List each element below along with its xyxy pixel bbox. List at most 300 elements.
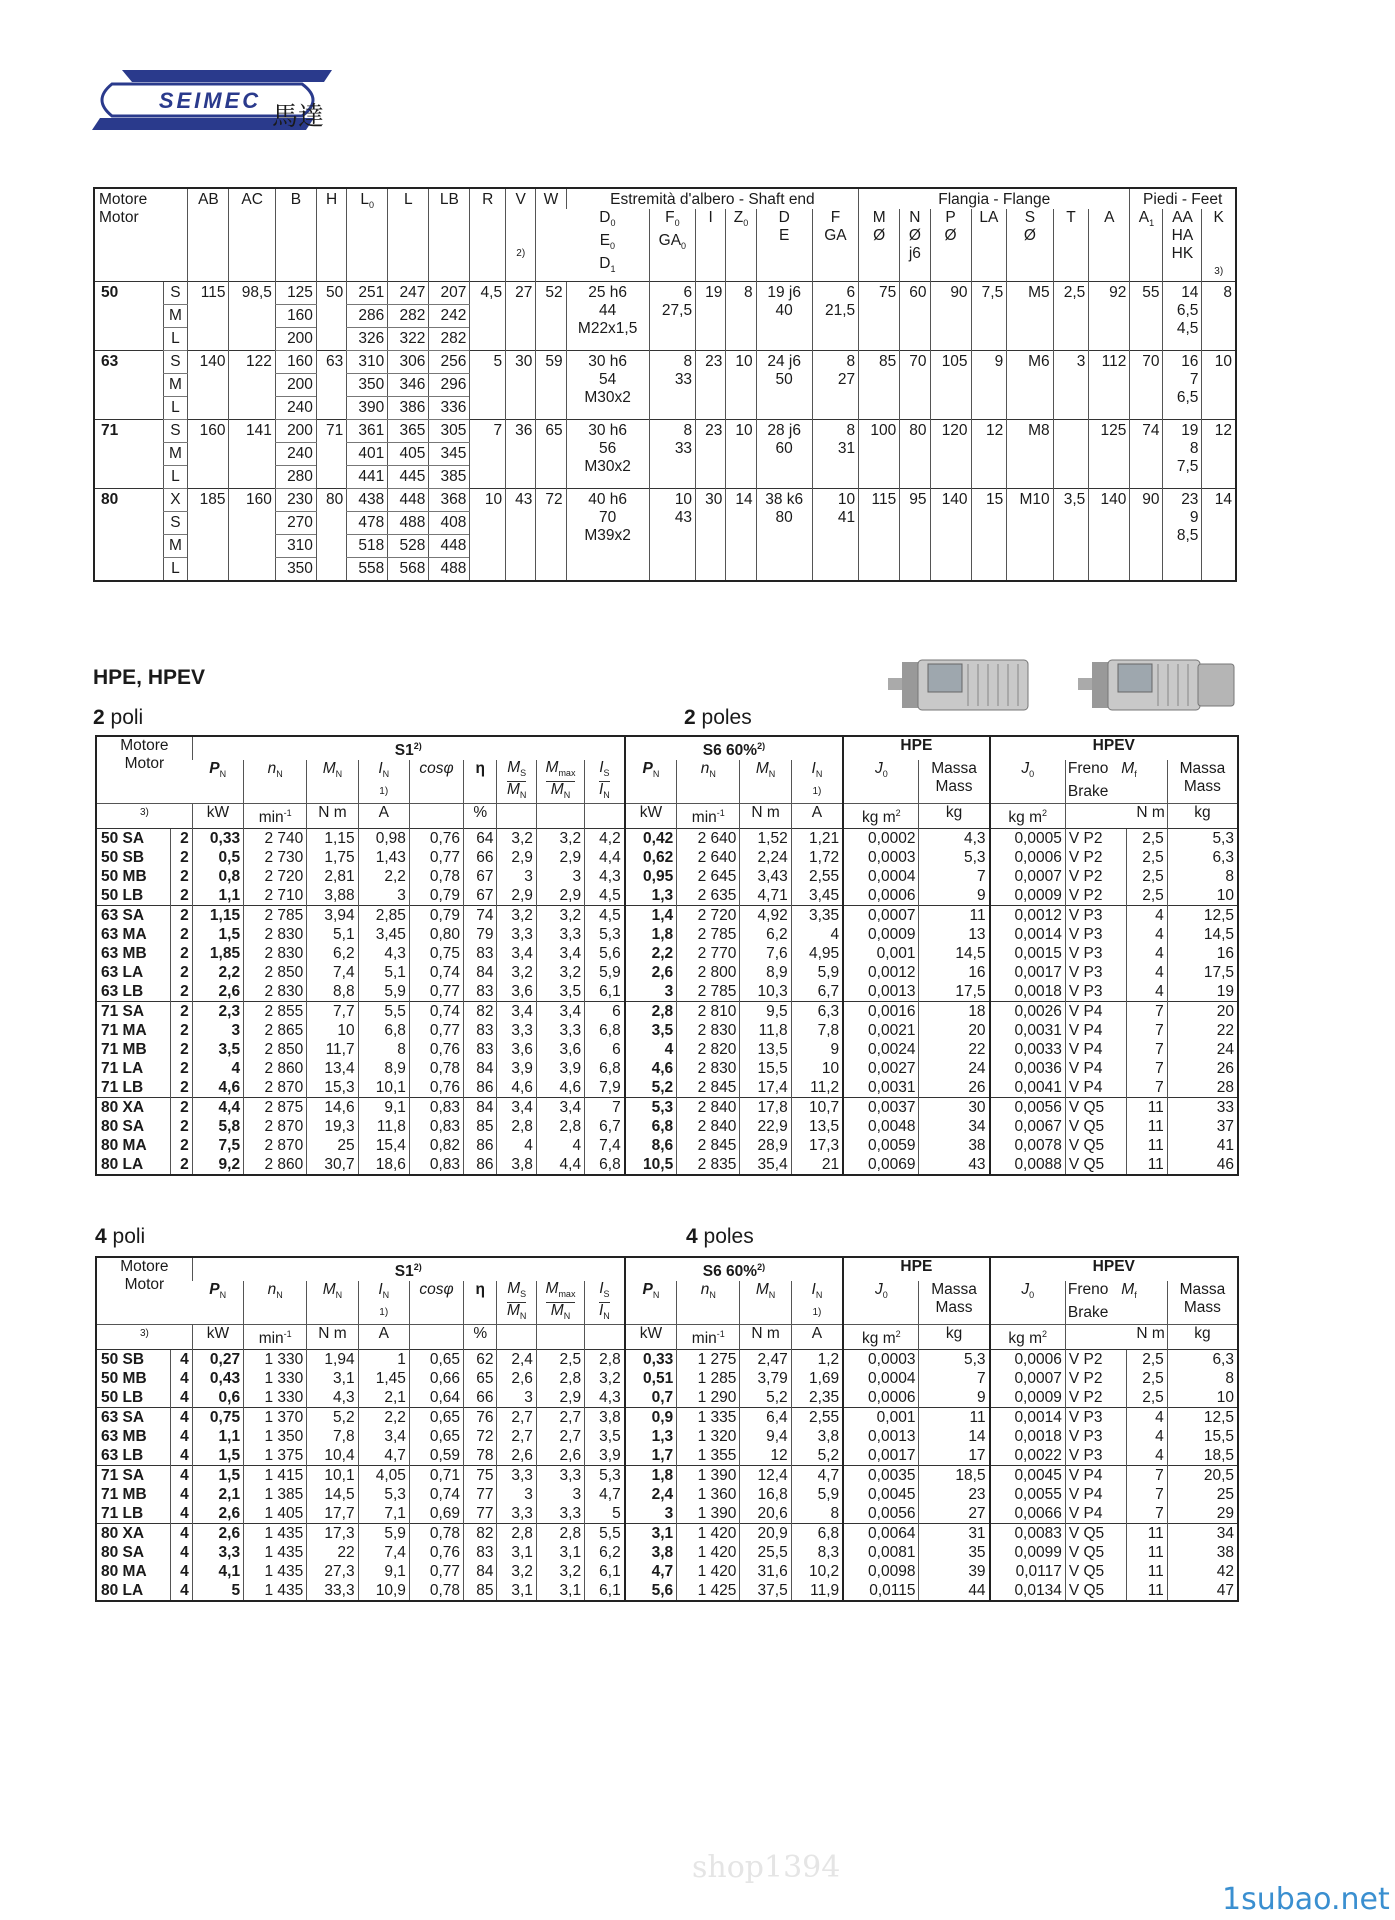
table-cell: 6 <box>585 1001 625 1021</box>
table-cell: 2 840 <box>677 1117 740 1136</box>
table-cell: 4 <box>1126 1407 1167 1427</box>
dim-L: 405 <box>388 443 429 466</box>
table-cell: 0,43 <box>192 1369 243 1388</box>
table-row <box>96 1369 1238 1388</box>
col-hpev-mass: Massa Mass <box>1167 1281 1238 1325</box>
table-cell: 1 435 <box>244 1543 307 1562</box>
table-cell: 0,98 <box>358 828 409 848</box>
table-cell: 0,78 <box>409 1581 463 1601</box>
table-cell: 2,85 <box>358 905 409 925</box>
table-cell: 10 <box>791 1059 843 1078</box>
dim-R: 7 <box>470 420 506 489</box>
table-row <box>96 1523 1238 1543</box>
table-cell: 4 <box>497 1136 536 1155</box>
dim-L: 346 <box>388 374 429 397</box>
table-cell: 83 <box>464 944 497 963</box>
dim-T <box>1053 420 1089 489</box>
table-cell: 3 <box>625 1504 677 1524</box>
table-cell: 2 <box>171 867 193 886</box>
dim-col-I: I <box>696 209 726 282</box>
dim-AB: 115 <box>188 282 229 351</box>
table-cell: 16 <box>919 963 990 982</box>
table-cell: 3,3 <box>536 1504 584 1524</box>
table-cell: 4,95 <box>791 944 843 963</box>
dim-S: M10 <box>1007 489 1053 582</box>
header-cell: kg <box>1167 804 1238 828</box>
table-cell: 20,6 <box>740 1504 791 1524</box>
table-cell: 2,1 <box>358 1388 409 1408</box>
dim-H: 80 <box>316 489 346 582</box>
table-cell: 50 SB <box>96 1349 171 1369</box>
table-row <box>96 925 1238 944</box>
table-cell: 0,0007 <box>990 867 1066 886</box>
header-cell: $\min^{-1}$ <box>677 1325 740 1349</box>
table-cell: 1,52 <box>740 828 791 848</box>
table-cell: 0,65 <box>409 1407 463 1427</box>
table-cell: 84 <box>464 963 497 982</box>
table-cell: 1 360 <box>677 1485 740 1504</box>
table-cell: 10,9 <box>358 1581 409 1601</box>
table-cell: 0,001 <box>843 944 919 963</box>
table-cell: 3,5 <box>536 982 584 1002</box>
dim-K: 14 <box>1202 489 1236 582</box>
table-cell: 2,5 <box>1126 848 1167 867</box>
table-row <box>96 1136 1238 1155</box>
table-cell: 80 LA <box>101 1581 144 1599</box>
table-cell: 1,1 <box>192 886 243 906</box>
table-cell: 7 <box>1126 1059 1167 1078</box>
table-cell: 2 850 <box>244 963 307 982</box>
table-cell: V Q5 <box>1065 1155 1126 1175</box>
dim-col-LA: LA <box>971 209 1007 282</box>
table-cell: 1,15 <box>307 828 358 848</box>
table-cell: 4,6 <box>625 1059 677 1078</box>
dim-M: 100 <box>859 420 900 489</box>
table-cell: 5,1 <box>307 925 358 944</box>
table-cell: 17,5 <box>1167 963 1238 982</box>
dim-F0: 8 33 <box>649 351 695 420</box>
col-nN: $n_N$ <box>244 760 307 804</box>
table-cell: 11 <box>1126 1543 1167 1562</box>
table-cell: 2,5 <box>536 1349 584 1369</box>
table-cell: 0,0033 <box>990 1040 1066 1059</box>
dim-L0: 401 <box>347 443 388 466</box>
table-cell: 4 <box>1126 1427 1167 1446</box>
table-cell: 4,71 <box>740 886 791 906</box>
header-cell: 3) <box>96 1325 192 1349</box>
table-cell: 1,5 <box>192 925 243 944</box>
dim-col-T: T <box>1053 209 1089 282</box>
variant: S <box>163 351 188 374</box>
table-cell: 65 <box>464 1369 497 1388</box>
dim-L0: 390 <box>347 397 388 420</box>
table-cell: 11,9 <box>791 1581 843 1601</box>
table-cell: 6 <box>585 1040 625 1059</box>
col-MmaxMn: $\frac{M_{max}}{M_N}$ <box>536 1281 584 1325</box>
table-cell: V P2 <box>1065 1388 1126 1408</box>
table-cell: 5,9 <box>585 963 625 982</box>
table-cell: 47 <box>1167 1581 1238 1601</box>
table-cell: 4 <box>171 1523 193 1543</box>
table-cell: 5,6 <box>585 944 625 963</box>
table-cell: 7,8 <box>307 1427 358 1446</box>
table-cell: 50 MB <box>101 867 147 885</box>
table-cell: 5 <box>585 1504 625 1524</box>
table-cell: 13,5 <box>791 1117 843 1136</box>
col-hpe-mass: Massa Mass <box>919 1281 990 1325</box>
perf-table-4-poles <box>95 1256 1239 1602</box>
dim-LB: 207 <box>429 282 470 305</box>
table-cell: 4 <box>791 925 843 944</box>
table-cell: 0,77 <box>409 1562 463 1581</box>
table-cell: 1 435 <box>244 1562 307 1581</box>
table-cell: 2,5 <box>1126 886 1167 906</box>
table-cell: 38 <box>919 1136 990 1155</box>
table-cell: 15,4 <box>358 1136 409 1155</box>
dim-D0: 30 h6 56 M30x2 <box>566 420 649 489</box>
table-cell: 2 <box>171 1155 193 1175</box>
table-cell: 0,0037 <box>843 1097 919 1117</box>
table-cell: 5,3 <box>358 1485 409 1504</box>
dim-Z0: 10 <box>726 351 756 420</box>
table-cell: 2 830 <box>244 944 307 963</box>
table-cell: 2 <box>171 828 193 848</box>
table-row <box>96 1562 1238 1581</box>
header-cell: % <box>464 804 497 828</box>
variant: M <box>163 374 188 397</box>
dim-col-V: V 2) <box>506 188 536 282</box>
table-row <box>96 1543 1238 1562</box>
table-cell: 1,3 <box>625 1427 677 1446</box>
table-cell: 3,6 <box>536 1040 584 1059</box>
table-cell: 75 <box>464 1465 497 1485</box>
table-cell: 0,0006 <box>990 1349 1066 1369</box>
table-cell: 2,35 <box>791 1388 843 1408</box>
table-cell: 22 <box>919 1040 990 1059</box>
table-row <box>96 1097 1238 1117</box>
header-cell: $\min^{-1}$ <box>677 804 740 828</box>
dim-D0: 30 h6 54 M30x2 <box>566 351 649 420</box>
table-cell: 34 <box>1167 1523 1238 1543</box>
col-MmaxMn: $\frac{M_{max}}{M_N}$ <box>536 760 584 804</box>
table-cell: 8 <box>1167 1369 1238 1388</box>
col-brake: Freno $M_f$ Brake <box>1065 760 1167 804</box>
table-cell: V P2 <box>1065 828 1126 848</box>
table-cell: 3,1 <box>497 1581 536 1601</box>
header-cell: A <box>791 1325 843 1349</box>
dim-col-F0: $F_0$ $GA_0$ <box>649 209 695 282</box>
dim-col-Dj: D E <box>756 209 812 282</box>
table-cell: 0,0004 <box>843 867 919 886</box>
table-cell: 35 <box>919 1543 990 1562</box>
table-cell: 50 LB <box>101 886 144 904</box>
dim-W: 52 <box>536 282 566 351</box>
table-cell: 2 875 <box>244 1097 307 1117</box>
table-cell: 3,4 <box>536 1097 584 1117</box>
dim-col-A1: $A_1$ <box>1130 209 1163 282</box>
table-cell: 71 MA <box>101 1021 147 1039</box>
table-cell: 1 415 <box>244 1465 307 1485</box>
table-cell: 83 <box>464 1543 497 1562</box>
table-cell: 3,8 <box>497 1155 536 1175</box>
table-cell: 3,1 <box>625 1523 677 1543</box>
hpe-group: HPE <box>843 736 989 760</box>
table-cell: 11 <box>1126 1155 1167 1175</box>
table-cell: 10 <box>307 1021 358 1040</box>
table-cell: 43 <box>919 1155 990 1175</box>
table-cell: 2,3 <box>192 1001 243 1021</box>
table-cell: 3 <box>358 886 409 906</box>
s1-group: S1$^{2)}$ <box>192 1257 624 1281</box>
table-cell: 30,7 <box>307 1155 358 1175</box>
table-cell: 1 420 <box>677 1562 740 1581</box>
table-cell: 0,0027 <box>843 1059 919 1078</box>
shaft-group: Estremità d'albero - Shaft end <box>566 188 859 209</box>
table-cell: 12 <box>740 1446 791 1466</box>
dim-B: 200 <box>275 374 316 397</box>
table-cell: 1 425 <box>677 1581 740 1601</box>
table-cell: 2 860 <box>244 1059 307 1078</box>
dim-V: 27 <box>506 282 536 351</box>
col-hpe-mass: Massa Mass <box>919 760 990 804</box>
col-s6-PN: $P_N$ <box>625 760 677 804</box>
col-brake: Freno $M_f$ Brake <box>1065 1281 1167 1325</box>
table-cell: 2 770 <box>677 944 740 963</box>
dim-D: 28 j6 60 <box>756 420 812 489</box>
dim-B: 310 <box>275 535 316 558</box>
table-cell: 0,76 <box>409 828 463 848</box>
table-cell: 8,6 <box>625 1136 677 1155</box>
table-cell: 7 <box>919 1369 990 1388</box>
table-cell: 0,78 <box>409 1059 463 1078</box>
table-cell: 11 <box>1126 1117 1167 1136</box>
table-cell: 5,9 <box>791 963 843 982</box>
table-cell: 0,0009 <box>990 1388 1066 1408</box>
motor-label: Motor <box>99 209 139 226</box>
dim-L: 528 <box>388 535 429 558</box>
table-cell: 0,0022 <box>990 1446 1066 1466</box>
dim-R: 10 <box>470 489 506 582</box>
header-cell: N m <box>1065 1325 1167 1349</box>
table-cell: 3,8 <box>791 1427 843 1446</box>
dim-LB: 408 <box>429 512 470 535</box>
table-cell: 2 830 <box>244 982 307 1002</box>
table-cell: V P2 <box>1065 867 1126 886</box>
table-cell: 2 860 <box>244 1155 307 1175</box>
table-cell: 0,0036 <box>990 1059 1066 1078</box>
table-cell: 2 645 <box>677 867 740 886</box>
table-cell: 6,3 <box>791 1001 843 1021</box>
table-cell: 2 870 <box>244 1078 307 1098</box>
table-cell: 2,2 <box>625 944 677 963</box>
table-cell: 0,0035 <box>843 1465 919 1485</box>
table-cell: 6,3 <box>1167 848 1238 867</box>
table-cell: 11 <box>1126 1136 1167 1155</box>
poles2-label: 2 poles <box>684 706 752 729</box>
table-cell: 80 XA <box>96 1097 171 1117</box>
table-cell: 0,0056 <box>990 1097 1066 1117</box>
table-cell: 2,9 <box>536 886 584 906</box>
table-cell: 44 <box>919 1581 990 1601</box>
dim-L0: 518 <box>347 535 388 558</box>
table-cell: 4,3 <box>919 828 990 848</box>
table-cell: 3,3 <box>536 925 584 944</box>
table-cell: 0,0055 <box>990 1485 1066 1504</box>
table-row <box>96 867 1238 886</box>
table-cell: 19 <box>1167 982 1238 1002</box>
table-row <box>96 1021 1238 1040</box>
dim-LB: 242 <box>429 305 470 328</box>
table-cell: 3,4 <box>497 944 536 963</box>
dim-S: M5 <box>1007 282 1053 351</box>
table-cell: 2 845 <box>677 1078 740 1098</box>
table-cell: 71 LA <box>101 1059 144 1077</box>
table-cell: 0,33 <box>192 828 243 848</box>
table-cell: 0,0014 <box>990 925 1066 944</box>
col-IsIn: $\frac{I_S}{I_N}$ <box>585 1281 625 1325</box>
table-cell: V Q5 <box>1065 1562 1126 1581</box>
table-cell: 86 <box>464 1155 497 1175</box>
table-cell: 5,6 <box>625 1581 677 1601</box>
dim-B: 280 <box>275 466 316 489</box>
table-cell: 23 <box>919 1485 990 1504</box>
table-cell: 4,4 <box>585 848 625 867</box>
header-cell: % <box>464 1325 497 1349</box>
table-cell: V Q5 <box>1065 1523 1126 1543</box>
table-cell: 0,0003 <box>843 848 919 867</box>
header-cell: A <box>358 1325 409 1349</box>
table-cell: 2 640 <box>677 828 740 848</box>
table-cell: 0,80 <box>409 925 463 944</box>
table-cell: 46 <box>1167 1155 1238 1175</box>
table-cell: 11,8 <box>740 1021 791 1040</box>
table-cell: 2,5 <box>1126 867 1167 886</box>
dim-AC: 141 <box>229 420 275 489</box>
table-cell: 50 SA <box>96 828 171 848</box>
table-cell: 0,79 <box>409 886 463 906</box>
table-cell: 63 SA <box>96 905 171 925</box>
table-cell: 1,4 <box>625 905 677 925</box>
table-cell: 0,9 <box>625 1407 677 1427</box>
table-cell: 7 <box>585 1097 625 1117</box>
table-cell: 0,33 <box>625 1349 677 1369</box>
table-cell: 3,2 <box>536 905 584 925</box>
table-cell: 3,4 <box>536 1001 584 1021</box>
table-cell: 2 740 <box>244 828 307 848</box>
table-cell: 2 830 <box>244 925 307 944</box>
table-cell: 0,0015 <box>990 944 1066 963</box>
dim-LB: 345 <box>429 443 470 466</box>
table-cell: 2 730 <box>244 848 307 867</box>
table-cell: 3 <box>536 867 584 886</box>
table-cell: 2 850 <box>244 1040 307 1059</box>
table-cell: 0,59 <box>409 1446 463 1466</box>
variant: L <box>163 466 188 489</box>
table-cell: 0,65 <box>409 1427 463 1446</box>
dim-R: 5 <box>470 351 506 420</box>
table-cell: 34 <box>919 1117 990 1136</box>
table-cell: 9 <box>791 1040 843 1059</box>
table-cell: 0,76 <box>409 1040 463 1059</box>
table-cell: 2 <box>171 982 193 1002</box>
dim-L: 386 <box>388 397 429 420</box>
dim-AB: 185 <box>188 489 229 582</box>
table-cell: V P3 <box>1065 982 1126 1002</box>
table-cell: 0,83 <box>409 1117 463 1136</box>
table-cell: 17,5 <box>919 982 990 1002</box>
table-cell: 1,5 <box>192 1465 243 1485</box>
table-cell: 0,74 <box>409 963 463 982</box>
dim-F: 8 27 <box>812 351 858 420</box>
table-cell: 4 <box>171 1427 193 1446</box>
table-cell: 0,78 <box>409 867 463 886</box>
table-cell: 4 <box>171 1388 193 1408</box>
table-cell: 3,45 <box>358 925 409 944</box>
dim-L: 568 <box>388 558 429 582</box>
col-PN: $P_N$ <box>209 1281 227 1301</box>
col-eta: η <box>464 760 497 804</box>
table-cell: 0,0021 <box>843 1021 919 1040</box>
dim-F: 10 41 <box>812 489 858 582</box>
table-cell: 8 <box>358 1040 409 1059</box>
header-cell: kg $m^2$ <box>990 804 1066 828</box>
dim-A: 112 <box>1089 351 1130 420</box>
table-cell: 3 <box>536 1485 584 1504</box>
variant: L <box>163 328 188 351</box>
table-cell: 2 845 <box>677 1136 740 1155</box>
table-cell: 0,27 <box>192 1349 243 1369</box>
table-cell: 8,9 <box>358 1059 409 1078</box>
dim-Z0: 8 <box>726 282 756 351</box>
table-cell: 12,5 <box>1167 905 1238 925</box>
table-cell: 67 <box>464 886 497 906</box>
variant: L <box>163 397 188 420</box>
table-cell: 2,6 <box>497 1369 536 1388</box>
table-cell: 1,94 <box>307 1349 358 1369</box>
table-cell: 2 <box>171 905 193 925</box>
dim-L: 322 <box>388 328 429 351</box>
table-cell: 27,3 <box>307 1562 358 1581</box>
table-cell: 2 785 <box>677 925 740 944</box>
table-cell: V P4 <box>1065 1021 1126 1040</box>
table-cell: 8 <box>1167 867 1238 886</box>
table-cell: V P3 <box>1065 925 1126 944</box>
table-cell: 62 <box>464 1349 497 1369</box>
table-cell: 4 <box>1126 982 1167 1002</box>
col-nN: $n_N$ <box>244 1281 307 1325</box>
table-cell: 1,1 <box>192 1427 243 1446</box>
table-cell: V P4 <box>1065 1001 1126 1021</box>
table-cell: 25,5 <box>740 1543 791 1562</box>
table-cell: 78 <box>464 1446 497 1466</box>
table-cell: 8,9 <box>740 963 791 982</box>
table-cell: 2,24 <box>740 848 791 867</box>
table-cell: 2 785 <box>244 905 307 925</box>
dim-L: 306 <box>388 351 429 374</box>
table-cell: 9,2 <box>192 1155 243 1175</box>
table-cell: 4 <box>171 1407 193 1427</box>
table-cell: 11 <box>919 1407 990 1427</box>
table-cell: 11 <box>1126 1523 1167 1543</box>
variant: M <box>163 443 188 466</box>
poli2-label: 2 poli <box>93 706 144 729</box>
table-cell: 37 <box>1167 1117 1238 1136</box>
table-cell: 83 <box>464 982 497 1002</box>
table-cell: 85 <box>464 1581 497 1601</box>
dim-B: 160 <box>275 305 316 328</box>
table-cell: 63 LA <box>101 963 144 981</box>
table-cell: 7 <box>1126 1485 1167 1504</box>
